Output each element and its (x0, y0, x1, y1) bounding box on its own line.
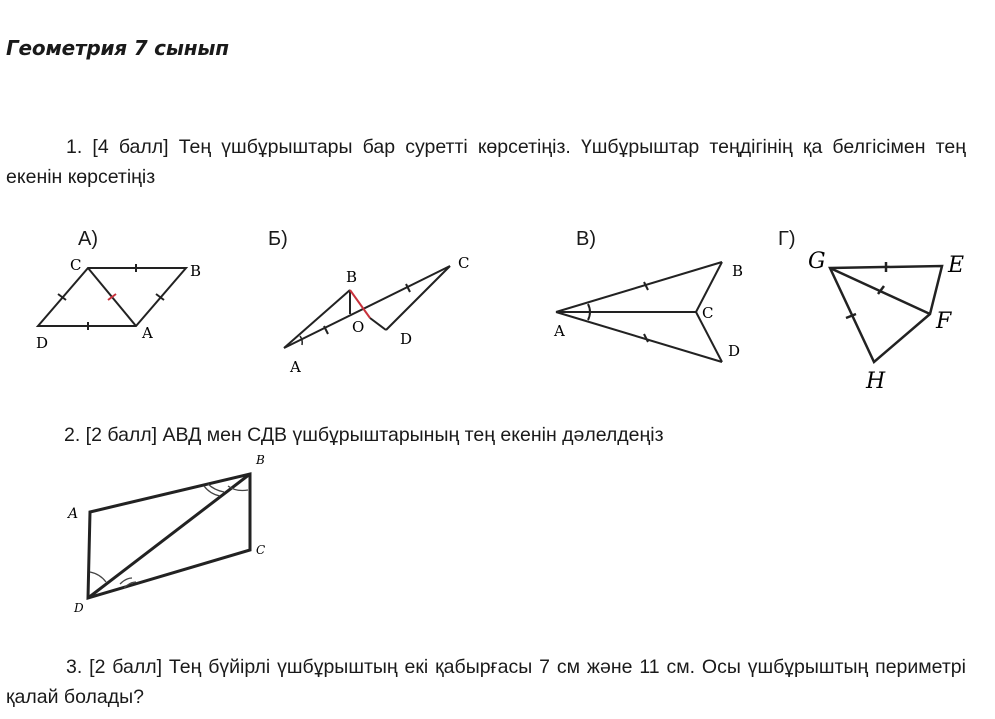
point-label: F (936, 309, 952, 334)
point-label: D (400, 330, 413, 348)
point-label: O (352, 318, 365, 336)
point-label: D (728, 342, 741, 360)
point-label: A (290, 358, 301, 376)
point-label: H (866, 369, 886, 394)
point-label: B (190, 262, 202, 280)
point-label: A (68, 506, 79, 522)
point-label: A (554, 322, 565, 340)
point-label: G (808, 249, 826, 274)
point-label: C (702, 304, 714, 322)
option-a-label: А) (78, 228, 98, 250)
question-3-text: 3. [2 балл] Тең бүйірлі үшбұрыштың екі қабырғасы 7 см және 11 см. Осы үшбұрыштың периметрі қалай болады? (6, 656, 966, 708)
figure-option-v (548, 250, 758, 380)
figure-option-b (270, 250, 490, 380)
point-label: B (256, 453, 265, 467)
point-label: D (36, 334, 49, 352)
figure-option-g (798, 240, 988, 400)
question-1-text: 1. [4 балл] Тең үшбұрыштары бар суретті көрсетіңіз. Үшбұрыштар теңдігінің қа белгісімен тең екенін көрсетіңіз (6, 136, 966, 188)
option-v-label: В) (576, 228, 596, 250)
option-b-label: Б) (268, 228, 288, 250)
option-g-label: Г) (778, 228, 796, 250)
point-label: A (142, 324, 153, 342)
question-2-text: 2. [2 балл] АВД мен СДВ үшбұрыштарының тең екенін дәлелдеңіз (64, 424, 664, 446)
figure-question-2 (60, 450, 290, 620)
point-label: E (948, 253, 965, 278)
point-label: D (74, 601, 84, 615)
page-title: Геометрия 7 сынып (6, 36, 229, 60)
point-label: B (732, 262, 744, 280)
point-label: C (70, 256, 82, 274)
point-label: C (256, 543, 266, 557)
point-label: C (458, 254, 470, 272)
figure-option-a (30, 250, 220, 360)
point-label: B (346, 268, 358, 286)
